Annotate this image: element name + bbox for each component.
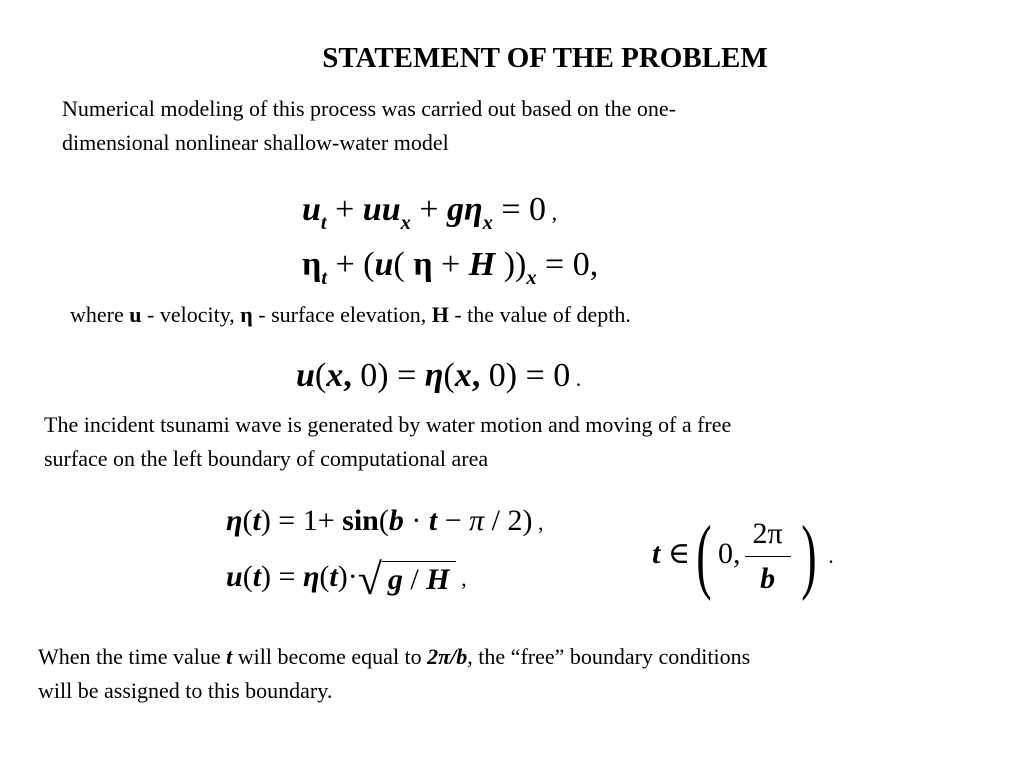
boundary-elevation-equation xyxy=(226,503,543,541)
eq2-u: u xyxy=(374,246,394,283)
eq2-eta-2: η xyxy=(413,246,433,283)
initial-condition-equation xyxy=(296,356,581,399)
eq3-comma-1: , xyxy=(343,357,361,394)
eq6-zero: 0, xyxy=(718,536,741,570)
eq1-plus: + xyxy=(326,191,363,228)
eq4-b: b xyxy=(388,504,404,537)
eq1-eta: η xyxy=(464,191,483,228)
eq3-zero-equals: 0) = xyxy=(360,357,425,394)
intro-paragraph xyxy=(62,92,676,160)
eq2-close-parens: )) xyxy=(495,246,527,283)
closing-line-1: When the time value t will become equal to 2π/b, the “free” boundary conditions xyxy=(38,644,751,669)
intro-line-1: Numerical modeling of this process was carried out based on the one- xyxy=(62,96,676,121)
eq2-equals-zero: = 0, xyxy=(536,246,599,283)
eq1-sub-x-2: x xyxy=(482,212,493,235)
where-mid-2: - surface elevation, xyxy=(252,302,432,327)
eq1-u: u xyxy=(302,191,321,228)
eq5-close-equals: ) = xyxy=(261,560,303,593)
where-mid-1: - velocity, xyxy=(141,302,241,327)
sqrt-symbol: √ g / H xyxy=(358,560,456,599)
eq5-open: ( xyxy=(242,560,253,593)
eq4-div-two: / 2) xyxy=(484,504,533,537)
eq6-numerator: 2π xyxy=(745,516,791,557)
eq3-zero-equals-zero: 0) = 0 xyxy=(488,357,571,394)
eq1-g: g xyxy=(447,191,464,228)
eq5-comma: , xyxy=(455,566,467,591)
where-u: u xyxy=(129,302,142,327)
eq2-H: H xyxy=(468,246,496,283)
eq5-open-2: ( xyxy=(319,560,330,593)
eq4-eta: η xyxy=(226,504,243,537)
eq2-plus-paren: + ( xyxy=(326,246,375,283)
page-title: STATEMENT OF THE PROBLEM xyxy=(322,42,768,74)
where-H: H xyxy=(431,302,449,327)
eq4-sin: sin xyxy=(342,504,379,537)
eq5-close-dot: )· xyxy=(337,560,358,593)
where-post: - the value of depth. xyxy=(448,302,631,327)
eq5-slash: / xyxy=(402,563,427,597)
eq5-eta: η xyxy=(302,560,320,593)
eq4-pi: π xyxy=(469,504,485,537)
eq3-x-2: x xyxy=(454,357,472,394)
closing-paragraph xyxy=(38,640,750,708)
eq4-dot: · xyxy=(403,504,429,537)
eq6-period: . xyxy=(822,542,834,568)
eq3-open-1: ( xyxy=(314,357,327,394)
eq4-comma: , xyxy=(532,510,544,535)
closing-line-2: will be assigned to this boundary. xyxy=(38,678,333,703)
eq6-right-paren: ) xyxy=(800,509,817,602)
eq5-t: t xyxy=(252,560,262,593)
boundary-velocity-equation xyxy=(226,554,467,604)
eq3-comma-2: , xyxy=(471,357,489,394)
eq6-denominator: b xyxy=(760,561,776,595)
eq1-uu: uu xyxy=(362,191,401,228)
eq5-t-2: t xyxy=(329,560,338,593)
eq6-t: t xyxy=(652,536,661,570)
intro-line-2: dimensional nonlinear shallow-water model xyxy=(62,130,449,155)
where-pre: where xyxy=(70,302,130,327)
eq1-plus-2: + xyxy=(410,191,447,228)
incident-paragraph xyxy=(44,408,731,476)
eq4-t-2: t xyxy=(428,504,438,537)
momentum-equation xyxy=(302,190,557,233)
eq6-fraction xyxy=(745,516,791,597)
eq5-g: g xyxy=(387,563,403,597)
eq2-plus-2: + xyxy=(432,246,469,283)
eq3-x: x xyxy=(326,357,344,394)
eq4-open: ( xyxy=(242,504,253,537)
eq4-minus: − xyxy=(437,504,470,537)
eq1-equals-zero: = 0 xyxy=(492,191,547,228)
eq6-element-of: ∈ xyxy=(660,536,691,570)
eq4-open-2: ( xyxy=(378,504,389,537)
eq3-eta: η xyxy=(424,357,444,394)
eq4-close-equals: ) = 1+ xyxy=(260,504,343,537)
eq6-left-paren: ( xyxy=(696,509,712,602)
eq2-eta: η xyxy=(302,246,322,283)
where-eta: η xyxy=(240,302,253,327)
eq2-sub-x: x xyxy=(526,267,537,290)
eq5-u: u xyxy=(226,560,243,593)
eq5-H: H xyxy=(426,563,450,597)
eq1-comma: , xyxy=(546,200,558,225)
time-interval xyxy=(652,509,834,602)
eq3-period: . xyxy=(570,366,582,391)
eq2-sub-t: t xyxy=(321,267,327,290)
where-line xyxy=(70,298,631,332)
eq2-open-paren: ( xyxy=(393,246,414,283)
eq3-open-2: ( xyxy=(443,357,455,394)
eq1-sub-x: x xyxy=(400,212,411,235)
incident-line-1: The incident tsunami wave is generated by water motion and moving of a free xyxy=(44,412,732,437)
closing-t: t xyxy=(226,644,233,669)
continuity-equation xyxy=(302,245,599,290)
eq1-sub-t: t xyxy=(320,212,327,235)
closing-value: 2π/b xyxy=(427,644,468,669)
eq4-t: t xyxy=(252,504,261,537)
eq3-u: u xyxy=(296,357,315,394)
incident-line-2: surface on the left boundary of computational area xyxy=(44,446,489,471)
